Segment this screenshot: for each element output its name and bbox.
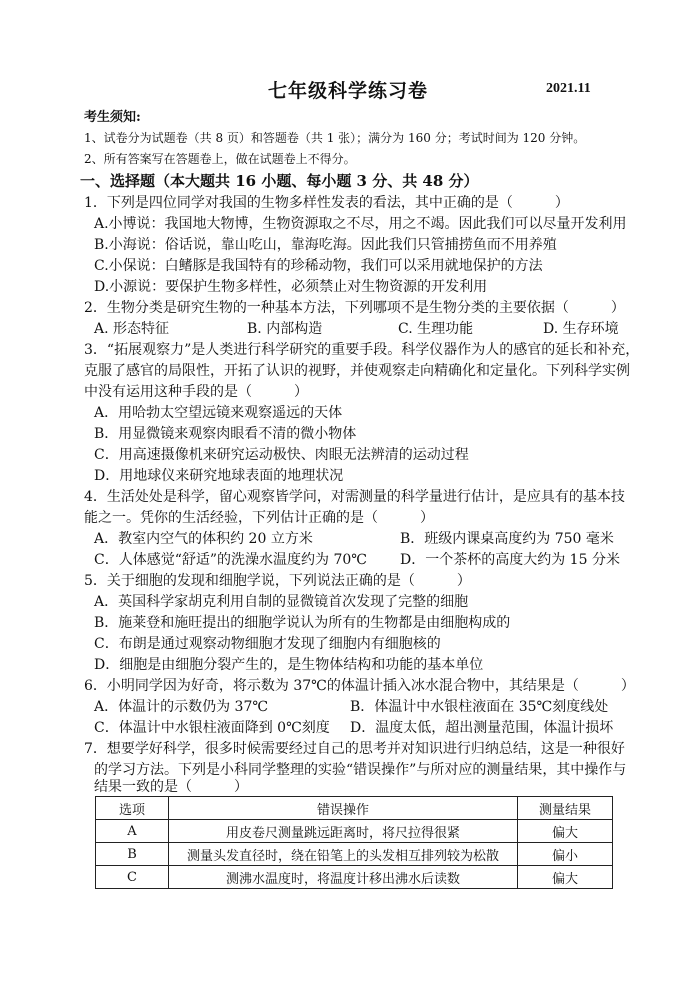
page-title: 七年级科学练习卷: [267, 80, 428, 102]
exam-date: 2021.11: [546, 81, 591, 96]
table-header-row: [96, 797, 613, 820]
table-cell: A: [96, 820, 169, 843]
table-cell: 测沸水温度时，将温度计移出沸水后读数: [169, 866, 518, 889]
option-b: B．体温计中水银柱液面在 35℃刻度线处: [350, 699, 609, 715]
table-cell: B: [96, 843, 169, 866]
option-a: A．用哈勃太空望远镜来观察遥远的天体: [94, 405, 343, 421]
option-c: C．体温计中水银柱液面降到 0℃刻度: [94, 720, 330, 736]
table-header: 测量结果: [518, 797, 613, 820]
option-a: A．教室内空气的体积约 20 立方米: [94, 531, 313, 547]
table-cell: C: [96, 866, 169, 889]
option-b: B.小海说：俗话说，靠山吃山，靠海吃海。因此我们只管捕捞鱼而不用养殖: [94, 237, 557, 253]
section-title: 一、选择题（本大题共 16 小题、每小题 3 分、共 48 分）: [80, 172, 479, 190]
question-stem: 的学习方法。下列是小科同学整理的实验“错误操作”与所对应的测量结果，其中操作与: [94, 762, 627, 778]
table-header: 选项: [96, 797, 169, 820]
table-cell: 偏大: [518, 866, 613, 889]
option-b: B．施莱登和施旺提出的细胞学说认为所有的生物都是由细胞构成的: [94, 615, 511, 631]
table-row: [96, 843, 613, 866]
table-cell: 偏大: [518, 820, 613, 843]
table-header: 错误操作: [169, 797, 518, 820]
option-c: C.小保说：白鳍豚是我国特有的珍稀动物，我们可以采用就地保护的方法: [94, 258, 543, 274]
question-stem: 4．生活处处是科学，留心观察皆学问，对需测量的科学量进行估计，是应具有的基本技: [84, 489, 625, 505]
option-c: C．用高速摄像机来研究运动极快、肉眼无法辨清的运动过程: [94, 447, 469, 463]
question-stem: 结果一致的是（ ）: [94, 779, 248, 795]
option-a: A．英国科学家胡克利用自制的显微镜首次发现了完整的细胞: [94, 594, 469, 610]
question-stem: 克服了感官的局限性，开拓了认识的视野，并使观察走向精确化和定量化。下列科学实例: [84, 363, 630, 379]
table-row: [96, 866, 613, 889]
option-c: C．布朗是通过观察动物细胞才发现了细胞内有细胞核的: [94, 636, 441, 652]
option-d: D. 生存环境: [543, 321, 619, 337]
option-b: B．用显微镜来观察肉眼看不清的微小物体: [94, 426, 357, 442]
table-cell: 测量头发直径时，绕在铅笔上的头发相互排列较为松散: [169, 843, 518, 866]
option-d: D．温度太低，超出测量范围，体温计损坏: [350, 720, 614, 736]
table-cell: 用皮卷尺测量跳远距离时，将尺拉得很紧: [169, 820, 518, 843]
option-c: C．人体感觉“舒适”的洗澡水温度约为 70℃: [94, 552, 367, 568]
option-a: A.小博说：我国地大物博，生物资源取之不尽，用之不竭。因此我们可以尽量开发利用: [94, 216, 627, 232]
question-stem: 能之一。凭你的生活经验，下列估计正确的是（ ）: [84, 510, 434, 526]
question-stem: 2．生物分类是研究生物的一种基本方法，下列哪项不是生物分类的主要依据（ ）: [84, 300, 625, 316]
option-b: B．班级内课桌高度约为 750 毫米: [400, 531, 614, 547]
question-stem: 5．关于细胞的发现和细胞学说，下列说法正确的是（ ）: [84, 573, 471, 589]
option-a: A. 形态特征: [94, 321, 170, 337]
question-stem: 1．下列是四位同学对我国的生物多样性发表的看法，其中正确的是（ ）: [84, 195, 569, 211]
option-d: D.小源说：要保护生物多样性，必须禁止对生物资源的开发利用: [94, 279, 488, 295]
q7-table: [95, 796, 613, 889]
option-d: D．用地球仪来研究地球表面的地理状况: [94, 468, 344, 484]
option-c: C. 生理功能: [398, 321, 474, 337]
option-d: D．一个茶杯的高度大约为 15 分米: [400, 552, 620, 568]
option-a: A．体温计的示数仍为 37℃: [94, 699, 269, 715]
question-stem: 中没有运用这种手段的是（ ）: [84, 384, 308, 400]
table-cell: 偏小: [518, 843, 613, 866]
notice-item: 2、所有答案写在答题卷上，做在试题卷上不得分。: [84, 152, 356, 166]
option-b: B. 内部构造: [247, 321, 323, 337]
question-stem: 3．“拓展观察力”是人类进行科学研究的重要手段。科学仪器作为人的感官的延长和补充，: [84, 342, 640, 358]
option-d: D．细胞是由细胞分裂产生的，是生物体结构和功能的基本单位: [94, 657, 484, 673]
question-stem: 6．小明同学因为好奇，将示数为 37℃的体温计插入冰水混合物中，其结果是（ ）: [84, 678, 635, 694]
table-row: [96, 820, 613, 843]
question-stem: 7．想要学好科学，很多时候需要经过自己的思考并对知识进行归纳总结，这是一种很好: [84, 741, 625, 757]
notice-title: 考生须知:: [84, 110, 141, 125]
notice-item: 1、试卷分为试题卷（共 8 页）和答题卷（共 1 张）；满分为 160 分；考试时间为 120 分钟。: [84, 131, 586, 145]
